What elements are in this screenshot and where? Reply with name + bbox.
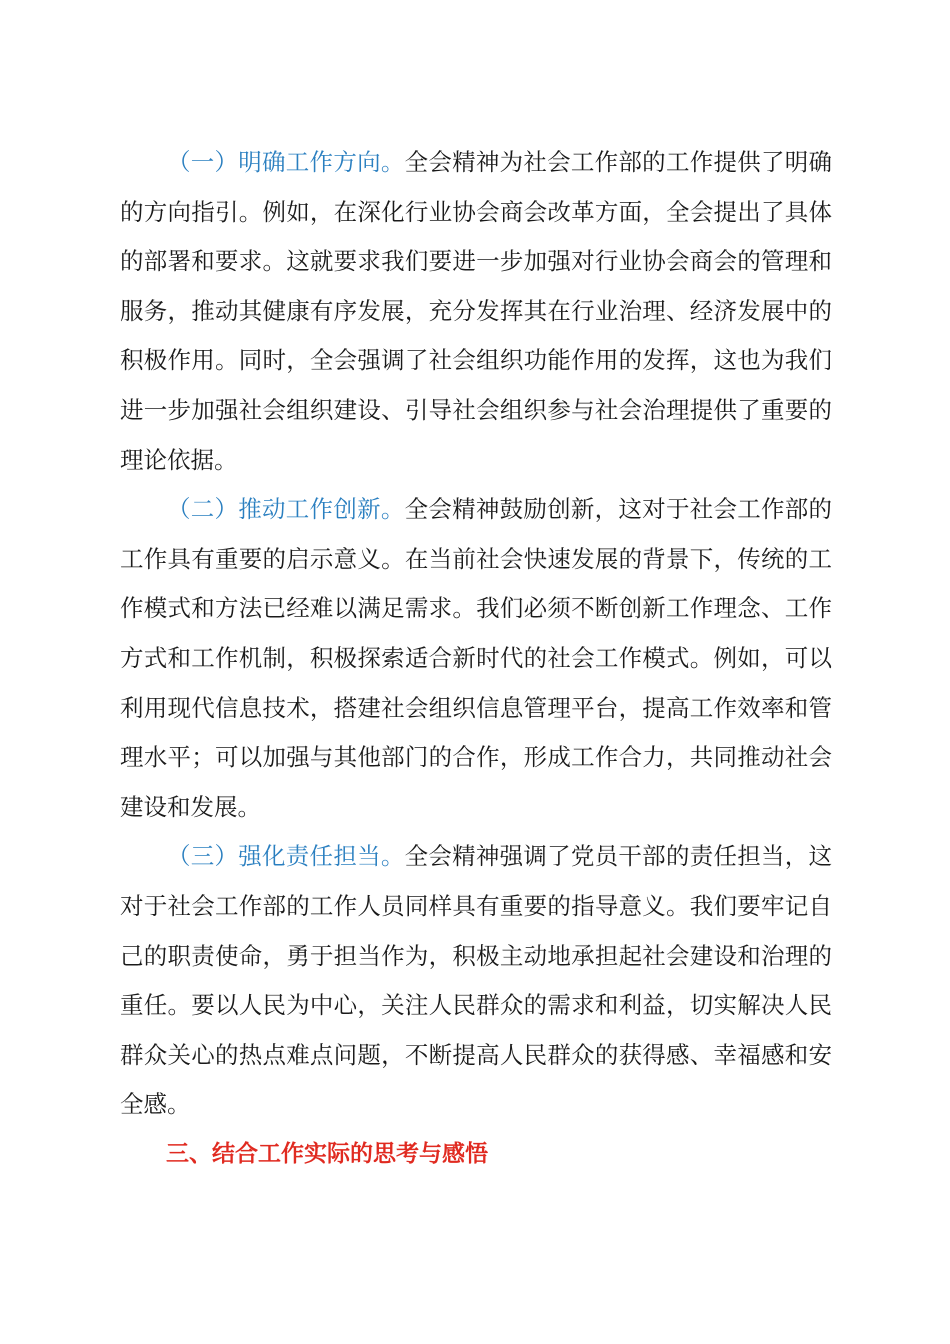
sub-heading-work-innovation: （二）推动工作创新。 bbox=[167, 495, 405, 524]
paragraph-responsibility bbox=[120, 832, 832, 1130]
paragraph-work-innovation bbox=[120, 485, 832, 832]
sub-heading-work-direction: （一）明确工作方向。 bbox=[167, 148, 405, 176]
paragraph-body-work-direction: 全会精神为社会工作部的工作提供了明确的方向指引。例如，在深化行业协会商会改革方面，全会提出了具体的部署和要求。这就要求我们要进一步加强对行业协会商会的管理和服务，推动其健康有序发展，充分发挥其在行业治理、经济发展中的积极作用。同时，全会强调了社会组织功能作用的发挥，这也为我们进一步加强社会组织建设、引导社会组织参与社会治理提供了重要的理论依据。 bbox=[120, 148, 833, 474]
document-content bbox=[120, 138, 832, 1179]
paragraph-work-direction bbox=[120, 138, 832, 485]
paragraph-body-work-innovation: 全会精神鼓励创新，这对于社会工作部的工作具有重要的启示意义。在当前社会快速发展的背景下，传统的工作模式和方法已经难以满足需求。我们必须不断创新工作理念、工作方式和工作机制，积极探索适合新时代的社会工作模式。例如，可以利用现代信息技术，搭建社会组织信息管理平台，提高工作效率和管理水平；可以加强与其他部门的合作，形成工作合力，共同推动社会建设和发展。 bbox=[120, 495, 833, 821]
paragraph-body-responsibility: 全会精神强调了党员干部的责任担当，这对于社会工作部的工作人员同样具有重要的指导意义。我们要牢记自己的职责使命，勇于担当作为，积极主动地承担起社会建设和治理的重任。要以人民为中心，关注人民群众的需求和利益，切实解决人民群众关心的热点难点问题，不断提高人民群众的获得感、幸福感和安全感。 bbox=[120, 842, 833, 1119]
section-heading: 三、结合工作实际的思考与感悟 bbox=[166, 1140, 488, 1167]
sub-heading-responsibility: （三）强化责任担当。 bbox=[167, 842, 405, 871]
